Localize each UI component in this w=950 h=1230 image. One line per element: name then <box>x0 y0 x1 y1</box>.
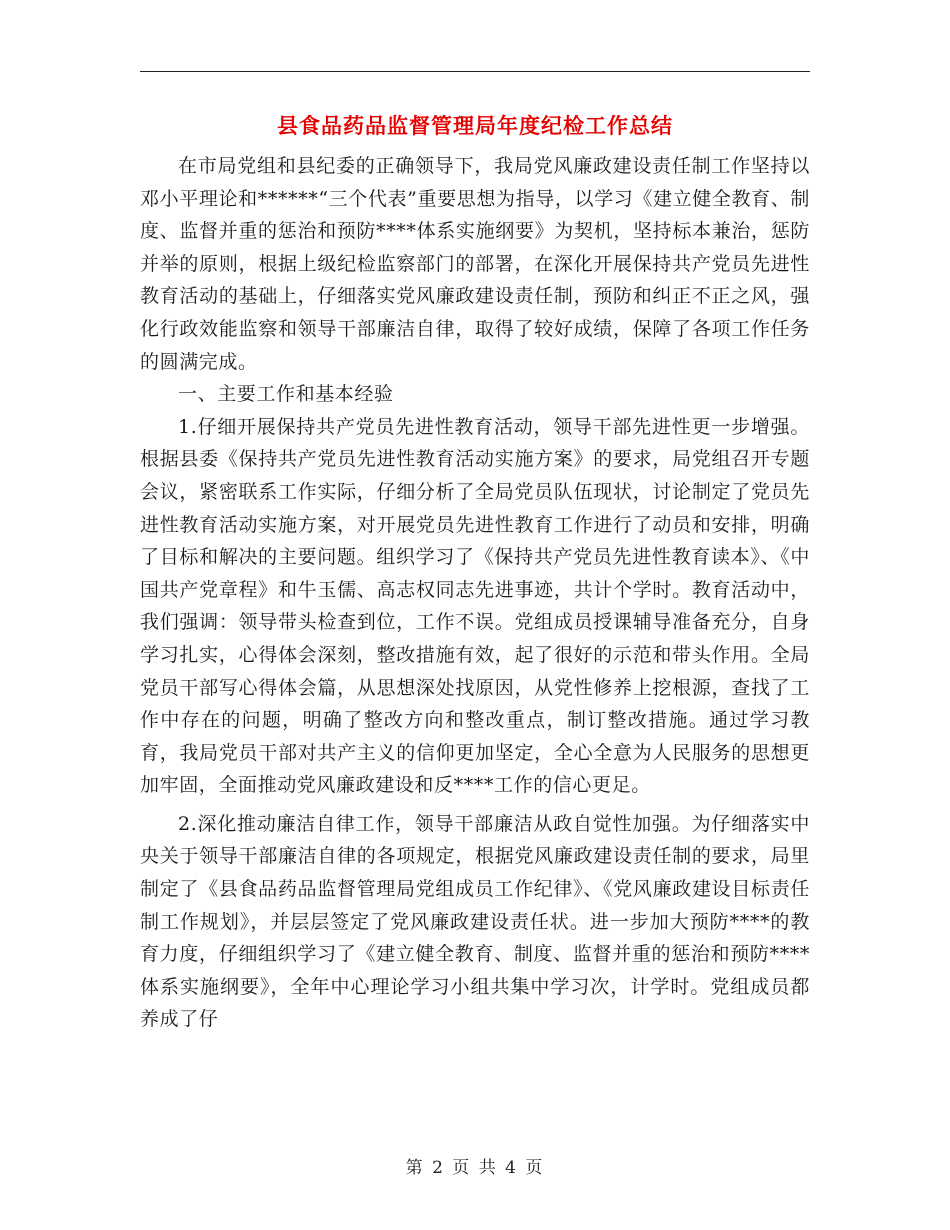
body-paragraph-2: 2.深化推动廉洁自律工作，领导干部廉洁从政自觉性加强。为仔细落实中央关于领导干部廉洁自律的各项规定，根据党风廉政建设责任制的要求，局里制定了《县食品药品监督管理局党组成员工作纪律》、《党风廉政建设目标责任制工作规划》，并层层签定了党风廉政建设责任状。进一步加大预防****的教育力度，仔细组织学习了《建立健全教育、制度、监督并重的惩治和预防****体系实施纲要》，全年中心理论学习小组共集中学习次，计学时。党组成员都养成了仔 <box>140 812 810 1031</box>
page-number: 第 2 页 共 4 页 <box>405 1158 545 1178</box>
body-paragraph-1: 1.仔细开展保持共产党员先进性教育活动，领导干部先进性更一步增强。根据县委《保持共产党员先进性教育活动实施方案》的要求，局党组召开专题会议，紧密联系工作实际，仔细分析了全局党员队伍现状，讨论制定了党员先进性教育活动实施方案，对开展党员先进性教育工作进行了动员和安排，明确了目标和解决的主要问题。组织学习了《保持共产党员先进性教育读本》、《中国共产党章程》和牛玉儒、高志权同志先进事迹，共计个学时。教育活动中，我们强调：领导带头检查到位，工作不误。党组成员授课辅导准备充分，自身学习扎实，心得体会深刻，整改措施有效，起了很好的示范和带头作用。全局党员干部写心得体会篇，从思想深处找原因，从党性修养上挖根源，查找了工作中存在的问题，明确了整改方向和整改重点，制订整改措施。通过学习教育，我局党员干部对共产主义的信仰更加坚定，全心全意为人民服务的思想更加牢固，全面推动党风廉政建设和反****工作的信心更足。 <box>140 415 810 797</box>
header-rule <box>140 71 810 72</box>
document-title: 县食品药品监督管理局年度纪检工作总结 <box>277 114 673 138</box>
intro-paragraph: 在市局党组和县纪委的正确领导下，我局党风廉政建设责任制工作坚持以邓小平理论和******“三个代表”重要思想为指导，以学习《建立健全教育、制度、监督并重的惩治和预防****体系实施纲要》为契机，坚持标本兼治，惩防并举的原则，根据上级纪检监察部门的部署，在深化开展保持共产党员先进性教育活动的基础上，仔细落实党风廉政建设责任制，预防和纠正不正之风，强化行政效能监察和领导干部廉洁自律，取得了较好成绩，保障了各项工作任务的圆满完成。 <box>140 155 810 373</box>
section-heading: 一、主要工作和基本经验 <box>178 383 394 406</box>
document-body <box>140 150 810 1036</box>
